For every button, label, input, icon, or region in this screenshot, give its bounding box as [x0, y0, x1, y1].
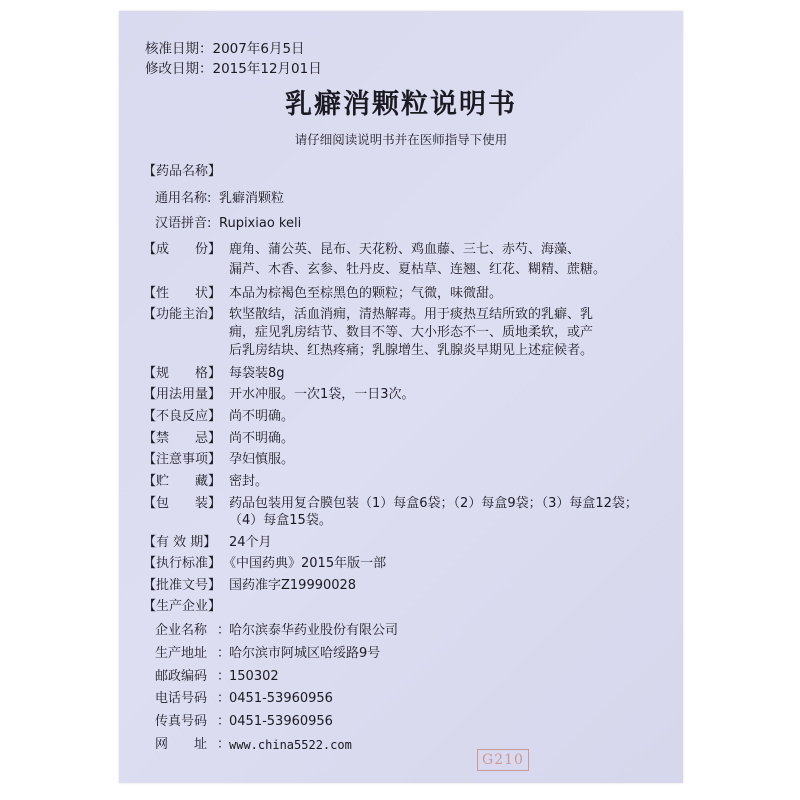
company-name-value: 哈尔滨泰华药业股份有限公司 — [229, 623, 399, 638]
approval-number-value: 国药准字Z19990028 — [229, 578, 357, 593]
precautions-value: 孕妇慎服。 — [229, 452, 295, 467]
separator: ： — [217, 691, 231, 706]
ingredients-line: 鹿角、蒲公英、昆布、天花粉、鸡血藤、三七、赤芍、海藻、 — [229, 242, 581, 257]
address-value: 哈尔滨市阿城区哈绥路9号 — [229, 646, 381, 661]
website-label: 网 址 — [155, 737, 208, 752]
contraindications-label: 【禁 忌】 — [143, 431, 222, 446]
standard-value: 《中国药典》2015年版一部 — [223, 556, 387, 571]
separator: ： — [217, 714, 231, 729]
instruction-leaflet — [119, 11, 683, 783]
contraindications-value: 尚不明确。 — [229, 431, 295, 446]
separator: ： — [217, 623, 231, 638]
ingredients-line: 漏芦、木香、玄参、牡丹皮、夏枯草、连翘、红花、糊精、蔗糖。 — [229, 262, 607, 277]
website-value: www.china5522.com — [229, 738, 352, 752]
separator: ： — [217, 737, 231, 752]
storage-label: 【贮 藏】 — [143, 474, 222, 489]
precautions-label: 【注意事项】 — [143, 452, 222, 467]
postal-code-value: 150302 — [229, 669, 279, 684]
specification-label: 【规 格】 — [143, 366, 222, 381]
address-label: 生产地址 — [155, 646, 208, 661]
drug-name-heading: 【药品名称】 — [143, 164, 222, 179]
pinyin-label: 汉语拼音: — [155, 216, 212, 231]
document-title: 乳癖消颗粒说明书 — [285, 89, 517, 120]
standard-label: 【执行标准】 — [143, 556, 222, 571]
revision-date-label: 修改日期： — [145, 61, 213, 77]
manufacturer-heading: 【生产企业】 — [143, 599, 222, 614]
revision-date-value: 2015年12月01日 — [212, 61, 322, 77]
fax-label: 传真号码 — [155, 714, 208, 729]
print-code-stamp: G210 — [477, 749, 529, 771]
generic-name-value: 乳癖消颗粒 — [219, 191, 285, 206]
packaging-line: （4）每盒15袋。 — [229, 513, 332, 528]
phone-value: 0451-53960956 — [229, 691, 333, 706]
indications-line: 痈，症见乳房结节、数目不等、大小形态不一、质地柔软，或产 — [229, 325, 594, 340]
specification-value: 每袋装8g — [229, 366, 285, 381]
approval-date-value: 2007年6月5日 — [212, 41, 305, 57]
dosage-label: 【用法用量】 — [143, 387, 222, 402]
ingredients-label: 【成 份】 — [143, 242, 222, 257]
generic-name-label: 通用名称: — [155, 191, 212, 206]
approval-date-label: 核准日期： — [145, 41, 213, 57]
phone-label: 电话号码 — [155, 691, 208, 706]
packaging-line: 药品包装用复合膜包装（1）每盒6袋；（2）每盒9袋；（3）每盒12袋； — [229, 496, 638, 511]
approval-number-label: 【批准文号】 — [143, 578, 222, 593]
indications-line: 软坚散结，活血消痈，清热解毒。用于痰热互结所致的乳癖、乳 — [229, 307, 594, 322]
approval-date — [145, 41, 305, 57]
adverse-reactions-value: 尚不明确。 — [229, 409, 295, 424]
revision-date — [145, 61, 322, 77]
indications-line: 后乳房结块、红热疼痛；乳腺增生、乳腺炎早期见上述症候者。 — [229, 343, 594, 358]
separator: ： — [217, 646, 231, 661]
dosage-value: 开水冲服。一次1袋，一日3次。 — [229, 387, 415, 402]
pinyin-value: Rupixiao keli — [219, 216, 302, 231]
adverse-reactions-label: 【不良反应】 — [143, 409, 222, 424]
appearance-label: 【性 状】 — [143, 286, 222, 301]
packaging-label: 【包 装】 — [143, 496, 222, 511]
document-subtitle: 请仔细阅读说明书并在医师指导下使用 — [294, 132, 508, 147]
indications-label: 【功能主治】 — [143, 307, 222, 322]
appearance-value: 本品为棕褐色至棕黑色的颗粒；气微，味微甜。 — [229, 286, 503, 301]
shelf-life-label: 【有 效 期】 — [143, 535, 217, 550]
company-name-label: 企业名称 — [155, 623, 208, 638]
shelf-life-value: 24个月 — [229, 535, 272, 550]
separator: ： — [217, 669, 231, 684]
fax-value: 0451-53960956 — [229, 714, 333, 729]
postal-code-label: 邮政编码 — [155, 669, 208, 684]
storage-value: 密封。 — [229, 474, 269, 489]
